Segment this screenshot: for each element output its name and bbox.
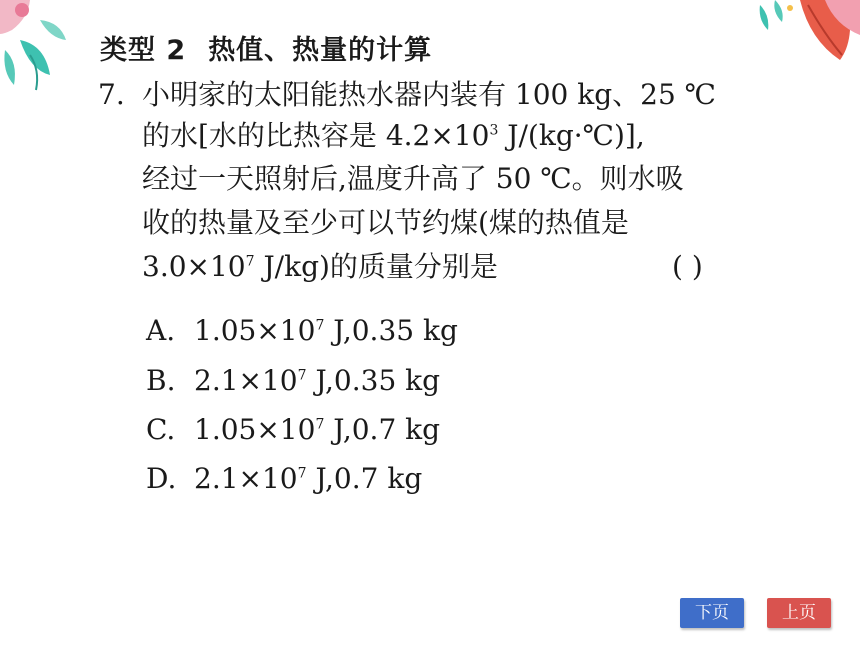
option-letter: D. (146, 462, 177, 495)
next-page-button[interactable]: 下页 (680, 598, 744, 628)
option-value: 2.1×10 (194, 364, 298, 397)
question-line-5-unit: J/kg)的质量分别是 (254, 250, 498, 283)
question-line-4: 收的热量及至少可以节约煤(煤的热值是 (142, 206, 629, 239)
question-line-2-text: 的水[水的比热容是 4.2×10 (142, 119, 490, 152)
leaf-decoration-icon (730, 0, 860, 80)
section-type-label: 类型 2 (100, 35, 187, 66)
exponent: 7 (297, 367, 307, 384)
option-b[interactable] (146, 364, 440, 398)
leaf-flower-decoration-icon (0, 0, 80, 95)
option-value: 2.1×10 (194, 462, 298, 495)
previous-page-button[interactable]: 上页 (767, 598, 831, 628)
option-value: 1.05×10 (194, 413, 316, 446)
option-letter: B. (146, 364, 176, 397)
question-line-5-text: 3.0×10 (142, 250, 246, 283)
question-line-1: 小明家的太阳能热水器内装有 100 kg、25 ℃ (142, 78, 716, 111)
option-c[interactable] (146, 413, 440, 447)
exponent: 7 (245, 253, 255, 270)
question-line-2 (142, 119, 645, 153)
question-line-2-unit: J/(kg·℃)], (498, 119, 645, 152)
question-line-5 (142, 250, 498, 284)
option-d[interactable] (146, 462, 422, 496)
option-letter: C. (146, 413, 176, 446)
option-letter: A. (146, 314, 176, 347)
option-unit: J,0.35 kg (324, 314, 458, 347)
question-line-3: 经过一天照射后,温度升高了 50 ℃。则水吸 (142, 162, 684, 195)
option-a[interactable] (146, 314, 458, 348)
option-unit: J,0.7 kg (306, 462, 423, 495)
exponent: 3 (489, 122, 499, 139)
question-number: 7. (98, 78, 125, 111)
exponent: 7 (315, 416, 325, 433)
exponent: 7 (315, 317, 325, 334)
answer-bracket: ( ) (672, 250, 703, 283)
option-value: 1.05×10 (194, 314, 316, 347)
section-topic: 热值、热量的计算 (208, 35, 433, 66)
option-unit: J,0.7 kg (324, 413, 441, 446)
section-title (100, 28, 432, 67)
exponent: 7 (297, 465, 307, 482)
option-unit: J,0.35 kg (306, 364, 441, 397)
